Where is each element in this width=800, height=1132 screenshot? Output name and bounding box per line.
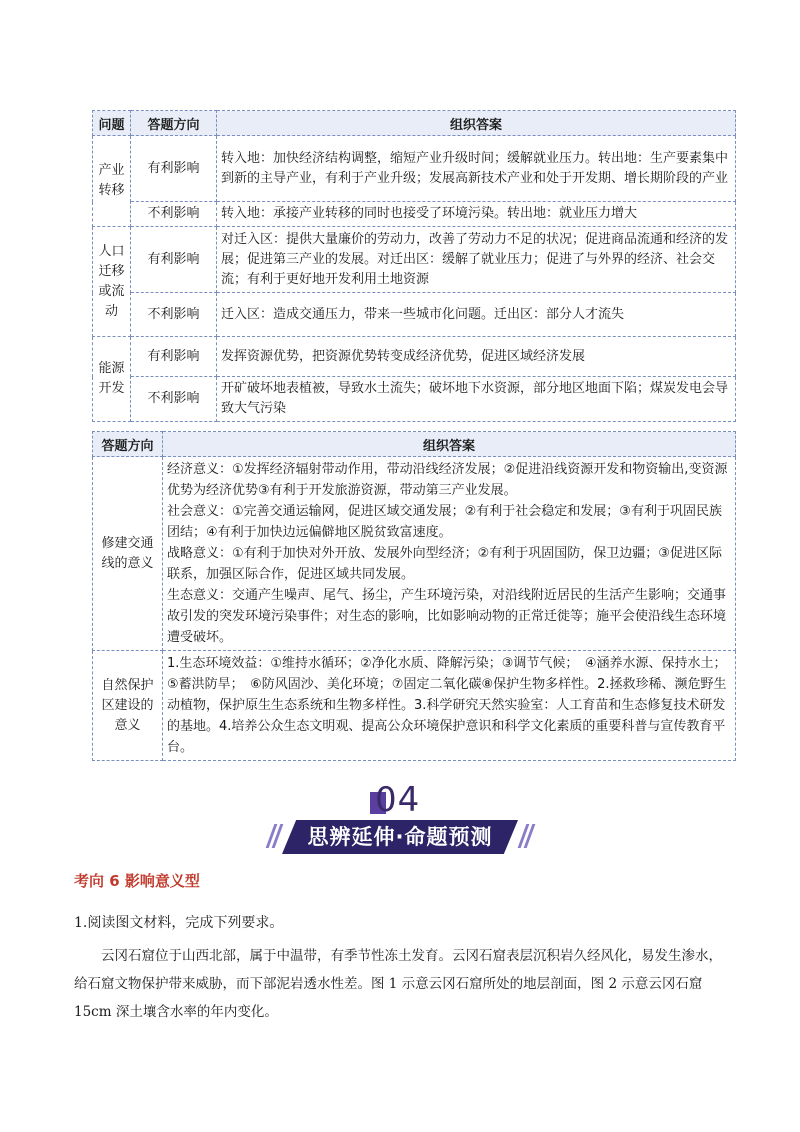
table-row — [93, 227, 736, 293]
direction-cell: 不利影响 — [131, 202, 217, 227]
answer-paragraph: 战略意义：①有利于加快对外开放、发展外向型经济；②有利于巩固国防，保卫边疆；③促进区际联系，加强区际合作，促进区域共同发展。 — [167, 546, 722, 582]
direction-cell: 有利影响 — [131, 136, 217, 202]
topic-cell: 人口迁移或流动 — [93, 227, 131, 337]
answer-paragraph: 经济意义：①发挥经济辐射带动作用，带动沿线经济发展；②促进沿线资源开发和物资输出,变资源优势为经济优势③有利于开发旅游资源，带动第三产业发展。 — [167, 462, 728, 498]
answer-table-1 — [92, 110, 736, 422]
answer-paragraph: 社会意义：①完善交通运输网，促进区域交通发展；②有利于社会稳定和发展；③有利于巩固民族团结；④有利于加快边远偏僻地区脱贫致富速度。 — [167, 504, 722, 540]
direction-cell: 自然保护区建设的意义 — [93, 651, 163, 761]
answer-cell: 迁入区：造成交通压力，带来一些城市化问题。迁出区：部分人才流失 — [217, 293, 736, 337]
answer-table-2 — [92, 431, 736, 761]
answer-cell: 转入地：加快经济结构调整，缩短产业升级时间；缓解就业压力。转出地：生产要素集中到新的主导产业，有利于产业升级；发展高新技术产业和处于开发期、增长期阶段的产业 — [217, 136, 736, 202]
answer-cell: 对迁入区：提供大量廉价的劳动力，改善了劳动力不足的状况；促进商品流通和经济的发展；促进第三产业的发展。对迁出区：缓解了就业压力；促进了与外界的经济、社会交流；有利于更好地开发利用土地资源 — [217, 227, 736, 293]
topic-cell: 能源开发 — [93, 337, 131, 422]
header-cell: 组织答案 — [217, 111, 736, 136]
banner-title: 思辨延伸·命题预测 — [307, 825, 493, 849]
question-intro: 1.阅读图文材料，完成下列要求。 — [74, 915, 284, 931]
header-cell: 答题方向 — [93, 432, 163, 457]
table-header-row — [93, 111, 736, 136]
direction-cell: 不利影响 — [131, 293, 217, 337]
answer-cell — [163, 651, 736, 761]
table-row — [93, 651, 736, 761]
table-row — [93, 337, 736, 377]
section-heading: 考向 6 影响意义型 — [74, 872, 200, 890]
direction-cell: 修建交通线的意义 — [93, 457, 163, 651]
section-banner — [270, 780, 530, 860]
header-cell: 组织答案 — [163, 432, 736, 457]
answer-cell — [163, 457, 736, 651]
answer-cell: 开矿破坏地表植被，导致水土流失；破坏地下水资源，部分地区地面下陷；煤炭发电会导致大气污染 — [217, 377, 736, 422]
answer-cell: 转入地：承接产业转移的同时也接受了环境污染。转出地：就业压力增大 — [217, 202, 736, 227]
direction-cell: 有利影响 — [131, 337, 217, 377]
direction-cell: 不利影响 — [131, 377, 217, 422]
banner-number: 04 — [375, 780, 421, 820]
table-row — [93, 293, 736, 337]
table-header-row — [93, 432, 736, 457]
question-body: 云冈石窟位于山西北部，属于中温带，有季节性冻土发育。云冈石窟表层沉积岩久经风化，易发生渗水，给石窟文物保护带来威胁，而下部泥岩透水性差。图 1 示意云冈石窟所处的地层剖面，图 2 示意云冈石窟 15cm 深土壤含水率的年内变化。 — [74, 948, 722, 1020]
answer-cell: 发挥资源优势，把资源优势转变成经济优势，促进区域经济发展 — [217, 337, 736, 377]
table-row — [93, 136, 736, 202]
table-row — [93, 377, 736, 422]
header-cell: 答题方向 — [131, 111, 217, 136]
header-cell: 问题 — [93, 111, 131, 136]
answer-paragraph: 生态意义：交通产生噪声、尾气、扬尘，产生环境污染，对沿线附近居民的生活产生影响；交通事故引发的突发环境污染事件；对生态的影响，比如影响动物的正常迁徙等；施平会使沿线生态环境遭受破坏。 — [167, 588, 727, 645]
answer-paragraph: 1.生态环境效益：①维持水循环；②净化水质、降解污染；③调节气候； ④涵养水源、保持水土；⑤蓄洪防旱； ⑥防风固沙、美化环境；⑦固定二氧化碳⑧保护生物多样性。2.拯救珍稀、濒危野生动植物，保护原生生态系统和生物多样性。3.科学研究天然实验室：人工育苗和生态修复技术研发的基地。4.培养公众生态文明观、提高公众环境保护意识和科学文化素质的重要科普与宣传教育平台。 — [167, 656, 727, 755]
table-row — [93, 202, 736, 227]
topic-cell: 产业转移 — [93, 136, 131, 227]
direction-cell: 有利影响 — [131, 227, 217, 293]
table-row — [93, 457, 736, 651]
